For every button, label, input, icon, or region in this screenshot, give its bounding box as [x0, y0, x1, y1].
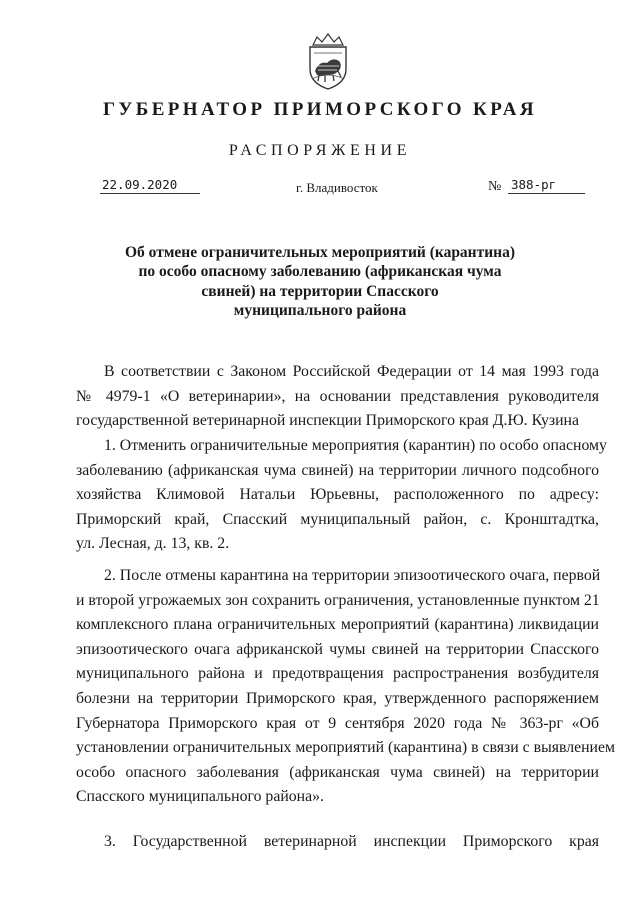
body-line: государственной ветеринарной инспекции Приморского края Д.Ю. Кузина	[76, 412, 580, 430]
body-line: Спасского муниципального района».	[76, 788, 324, 806]
body-line: эпизоотического очага африканской чумы свиней на территории Спасского	[76, 640, 599, 658]
body-line: 3. Государственной ветеринарной инспекции Приморского края	[104, 833, 599, 850]
body-line: В соответствии с Законом Российской Федерации от 14 мая 1993 года	[104, 363, 599, 380]
document-number: 388-рг	[508, 177, 585, 194]
body-line: особо опасного заболевания (африканская чума свиней) на территории	[76, 763, 599, 781]
intro-paragraph	[76, 360, 599, 434]
body-line: хозяйства Климовой Натальи Юрьевны, расположенного по адресу:	[76, 486, 599, 504]
page-title: ГУБЕРНАТОР ПРИМОРСКОГО КРАЯ	[102, 99, 538, 120]
document-city: г. Владивосток	[296, 180, 378, 195]
body-line: комплексного плана ограничительных мероприятий (карантина) ликвидации	[76, 616, 599, 634]
subject-line: Об отмене ограничительных мероприятий (карантина)	[124, 244, 516, 261]
body-line: болезни на территории Приморского края, утвержденного распоряжением	[76, 689, 599, 707]
body-line: ул. Лесная, д. 13, кв. 2.	[76, 535, 230, 553]
body-line: заболеванию (африканская чума свиней) на территории личного подсобного	[76, 461, 599, 479]
coat-of-arms-icon	[303, 31, 353, 91]
body-line: муниципального района и предотвращения распространения возбудителя	[76, 665, 599, 683]
body-line: Приморский край, Спасский муниципальный район, с. Кронштадтка,	[76, 510, 599, 528]
item-2-paragraph	[76, 564, 616, 810]
body-line: и второй угрожаемых зон сохранить ограничения, установленные пунктом 21	[76, 591, 600, 609]
body-line: Губернатора Приморского края от 9 сентября 2020 года № 363-рг «Об	[76, 714, 599, 732]
document-type: РАСПОРЯЖЕНИЕ	[228, 142, 412, 159]
number-sign: №	[488, 179, 502, 194]
subject-line: по особо опасному заболеванию (африканская чума	[138, 263, 502, 281]
subject-line: свиней) на территории Спасского	[201, 282, 439, 300]
item-3-paragraph	[76, 830, 599, 855]
body-line: 1. Отменить ограничительные мероприятия (карантин) по особо опасному	[104, 437, 607, 454]
subject-line: муниципального района	[233, 302, 407, 320]
body-line: установлении ограничительных мероприятий (карантина) в связи с выявлением	[76, 739, 616, 757]
body-line: № 4979-1 «О ветеринарии», на основании представления руководителя	[76, 387, 599, 405]
document-subject	[0, 243, 640, 321]
coat-of-arms-icon	[303, 31, 353, 91]
document-date: 22.09.2020	[100, 177, 200, 194]
body-line: 2. После отмены карантина на территории эпизоотического очага, первой	[104, 567, 601, 584]
item-1-paragraph	[76, 434, 607, 557]
